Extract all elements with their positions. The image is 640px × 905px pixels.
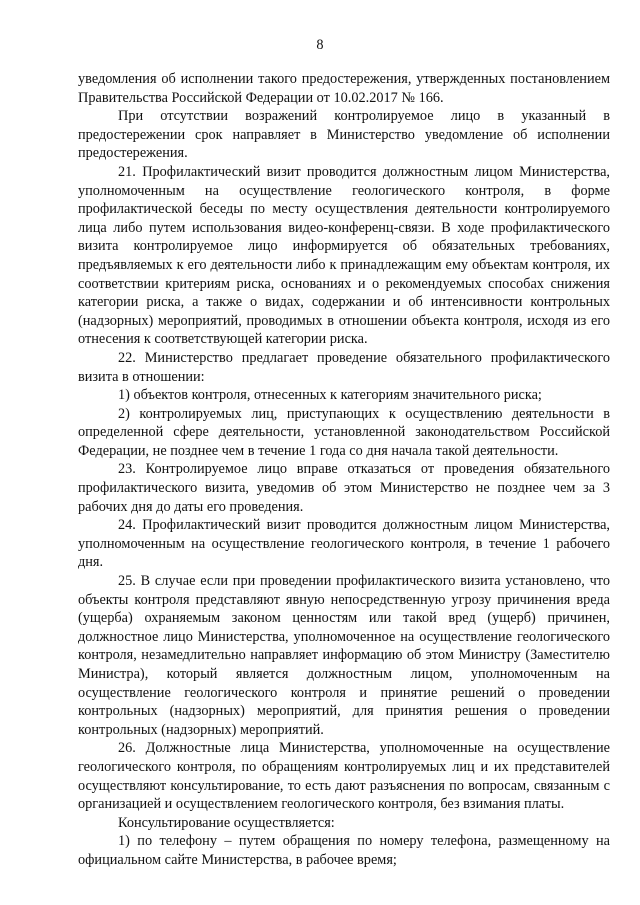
paragraph-subitem-1: 1) объектов контроля, отнесенных к категориям значительного риска; bbox=[118, 387, 542, 404]
paragraph-item-22: 22. Министерство предлагает проведение обязательного профилактического визита в отношении: bbox=[78, 349, 610, 385]
paragraph-continuation: уведомления об исполнении такого предостережения, утвержденных постановлением Правительства Российской Федерации от 10.02.2017 № 166. bbox=[78, 71, 610, 106]
paragraph-subitem-2: 2) контролируемых лиц, приступающих к осуществлению деятельности в определенной сфере деятельности, установленной законодательством Российской Федерации, не позднее чем в течение 1 года со дня начала такой деятельности. bbox=[78, 405, 610, 459]
paragraph-item-21: 21. Профилактический визит проводится должностным лицом Министерства, уполномоченным на осуществление геологического контроля, в форме профилактической беседы по месту осуществления деятельности контролируемого лица либо путем использования видео-конференц-связи. В ходе профилактического визита контролируемое лицо информируется об обязательных требованиях, предъявляемых к его деятельности либо к принадлежащим ему объектам контроля, их соответствии критериям риска, основаниях и о рекомендуемых способах снижения категории риска, а также о видах, содержании и об интенсивности контрольных (надзорных) мероприятий, проводимых в отношении объекта контроля, исходя из его отнесения к соответствующей категории риска. bbox=[78, 163, 610, 348]
document-body bbox=[78, 70, 610, 870]
paragraph: Консультирование осуществляется: bbox=[118, 814, 335, 831]
paragraph: При отсутствии возражений контролируемое лицо в указанный в предостережении срок направляет в Министерство уведомление об исполнении предостережения. bbox=[78, 108, 610, 162]
paragraph-item-26: 26. Должностные лица Министерства, уполномоченные на осуществление геологического контроля, по обращениям контролируемых лиц и их представителей осуществляют консультирование, то есть дают разъяснения по вопросам, связанным с организацией и осуществлением геологического контроля, без взимания платы. bbox=[78, 740, 610, 813]
paragraph-item-24: 24. Профилактический визит проводится должностным лицом Министерства, уполномоченным на осуществление геологического контроля, в течение 1 рабочего дня. bbox=[78, 517, 610, 571]
page-number: 8 bbox=[316, 37, 324, 53]
paragraph-item-23: 23. Контролируемое лицо вправе отказаться от проведения обязательного профилактического визита, уведомив об этом Министерство не позднее чем за 3 рабочих дня до даты его проведения. bbox=[78, 461, 610, 515]
paragraph-subitem-1: 1) по телефону – путем обращения по номеру телефона, размещенному на официальном сайте Министерства, в рабочее время; bbox=[78, 833, 610, 868]
paragraph-item-25: 25. В случае если при проведении профилактического визита установлено, что объекты контроля представляют явную непосредственную угрозу причинения вреда (ущерба) охраняемым законом ценностям или такой вред (ущерб) причинен, должностное лицо Министерства, уполномоченное на осуществление геологического контроля, незамедлительно направляет информацию об этом Министру (Заместителю Министра), который является должностным лицом, уполномоченным на осуществление геологического контроля и принятие решений о проведении контрольных (надзорных) мероприятий, для принятия решения о проведении контрольных (надзорных) мероприятий. bbox=[78, 573, 610, 738]
